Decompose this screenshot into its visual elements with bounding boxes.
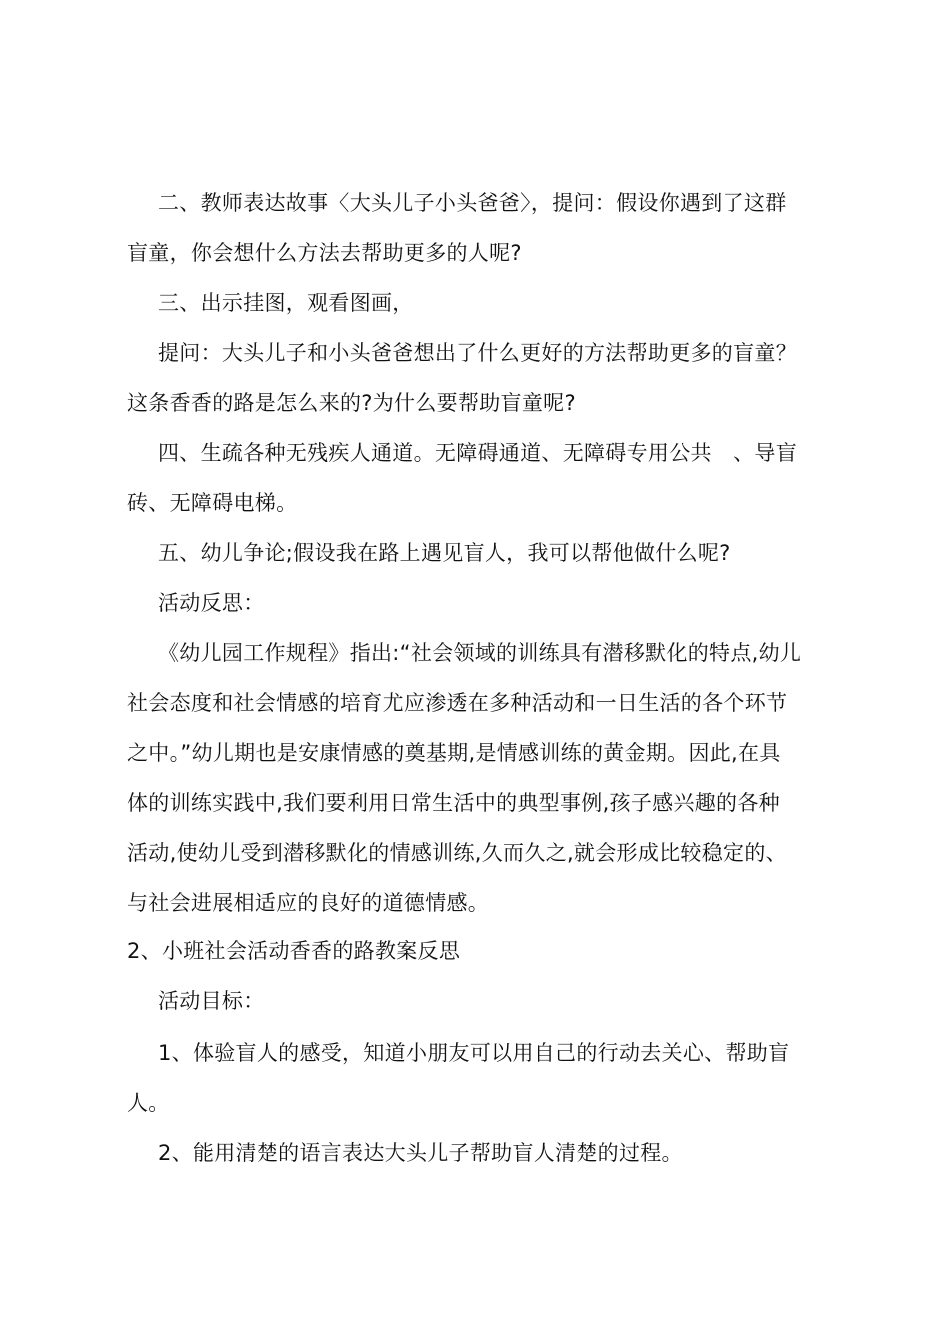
text-line: 活动反思： bbox=[158, 591, 265, 615]
text-line: 二、教师表达故事〈大头儿子小头爸爸〉，提问：假设你遇到了这群 bbox=[158, 191, 787, 215]
text-line: 体的训练实践中,我们要利用日常生活中的典型事例,孩子感兴趣的各种 bbox=[127, 791, 780, 815]
text-line: 之中。”幼儿期也是安康情感的奠基期,是情感训练的黄金期。因此,在具 bbox=[127, 741, 781, 765]
section-heading: 2、小班社会活动香香的路教案反思 bbox=[127, 939, 461, 963]
text-line: 砖、无障碍电梯。 bbox=[127, 491, 298, 515]
text-line: 1、体验盲人的感受，知道小朋友可以用自己的行动去关心、帮助盲 bbox=[158, 1041, 790, 1065]
text-line: 盲童，你会想什么方法去帮助更多的人呢? bbox=[127, 241, 522, 265]
text-line: 这条香香的路是怎么来的?为什么要帮助盲童呢? bbox=[127, 391, 576, 415]
text-line: 社会态度和社会情感的培育尤应渗透在多种活动和一日生活的各个环节 bbox=[127, 691, 788, 715]
text-line: 2、能用清楚的语言表达大头儿子帮助盲人清楚的过程。 bbox=[158, 1141, 683, 1165]
text-line: 人。 bbox=[127, 1091, 170, 1115]
text-line: 活动,使幼儿受到潜移默化的情感训练,久而久之,就会形成比较稳定的、 bbox=[127, 841, 787, 865]
text-line: 《幼儿园工作规程》指出:“社会领域的训练具有潜移默化的特点,幼儿 bbox=[158, 641, 802, 665]
text-line: 与社会进展相适应的良好的道德情感。 bbox=[127, 891, 490, 915]
text-line: 提问：大头儿子和小头爸爸想出了什么更好的方法帮助更多的盲童？ bbox=[158, 341, 797, 365]
text-line: 活动目标： bbox=[158, 989, 265, 1013]
text-line: 四、生疏各种无残疾人通道。无障碍通道、无障碍专用公共 、导盲 bbox=[158, 441, 797, 465]
text-line: 三、出示挂图，观看图画， bbox=[158, 291, 414, 315]
text-line: 五、幼儿争论;假设我在路上遇见盲人，我可以帮他做什么呢? bbox=[158, 541, 731, 565]
